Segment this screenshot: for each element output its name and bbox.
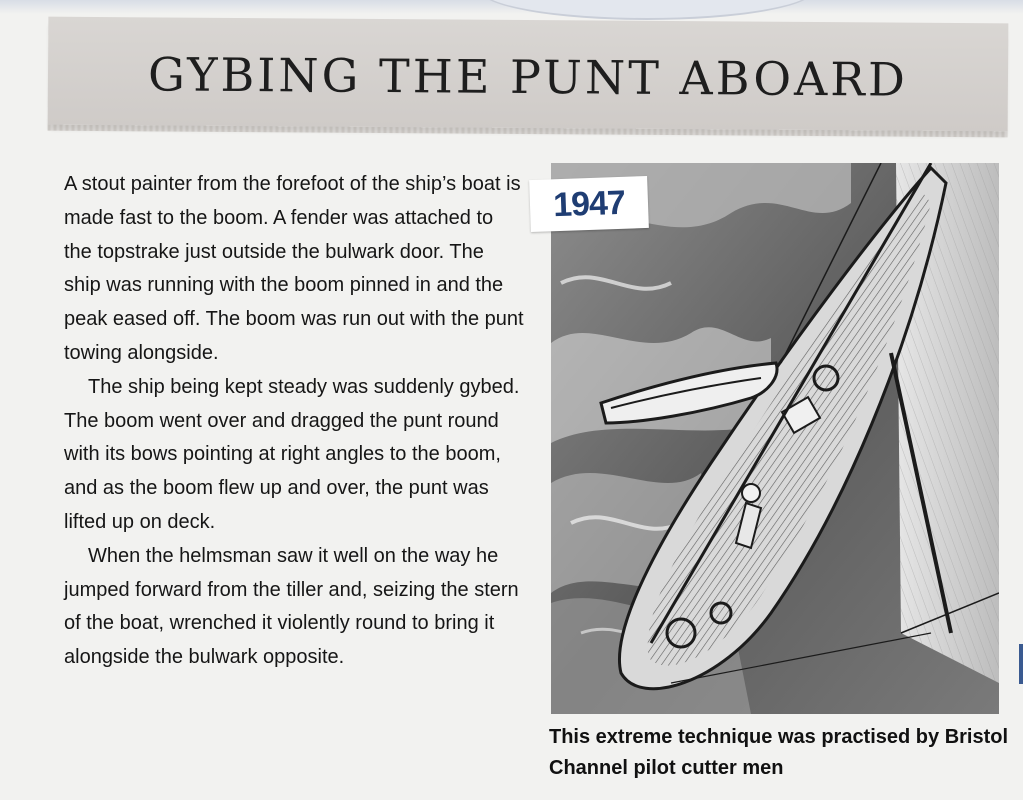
- decorative-arc: [480, 0, 814, 20]
- paragraph-3: When the helmsman saw it well on the way he jumped forward from the tiller and, seizing the stern of the boat, wrenched it violently round to bring it alongside the bulwark opposite.: [64, 544, 519, 669]
- year-badge: 1947: [529, 176, 649, 232]
- illustration-pilot-cutter: [551, 163, 999, 714]
- paragraph-1: A stout painter from the forefoot of the ship’s boat is made fast to the boom. A fender was attached to the topstrake just outside the bulwark door. The ship was running with the boom pinned in and the peak eased off. The boom was run out with the punt towing alongside.: [64, 173, 524, 364]
- illustration-drawing: [551, 163, 999, 714]
- article-title: GYBING THE PUNT ABOARD: [147, 47, 909, 107]
- title-banner: [48, 17, 1009, 132]
- page-edge-tab: [1019, 644, 1023, 684]
- article-body: [64, 168, 524, 675]
- paragraph-2: The ship being kept steady was suddenly gybed. The boom went over and dragged the punt round with its bows pointing at right angles to the boom, and as the boom flew up and over, the punt was lifted up on deck.: [64, 375, 520, 533]
- figure-caption: This extreme technique was practised by Bristol Channel pilot cutter men: [549, 726, 1009, 779]
